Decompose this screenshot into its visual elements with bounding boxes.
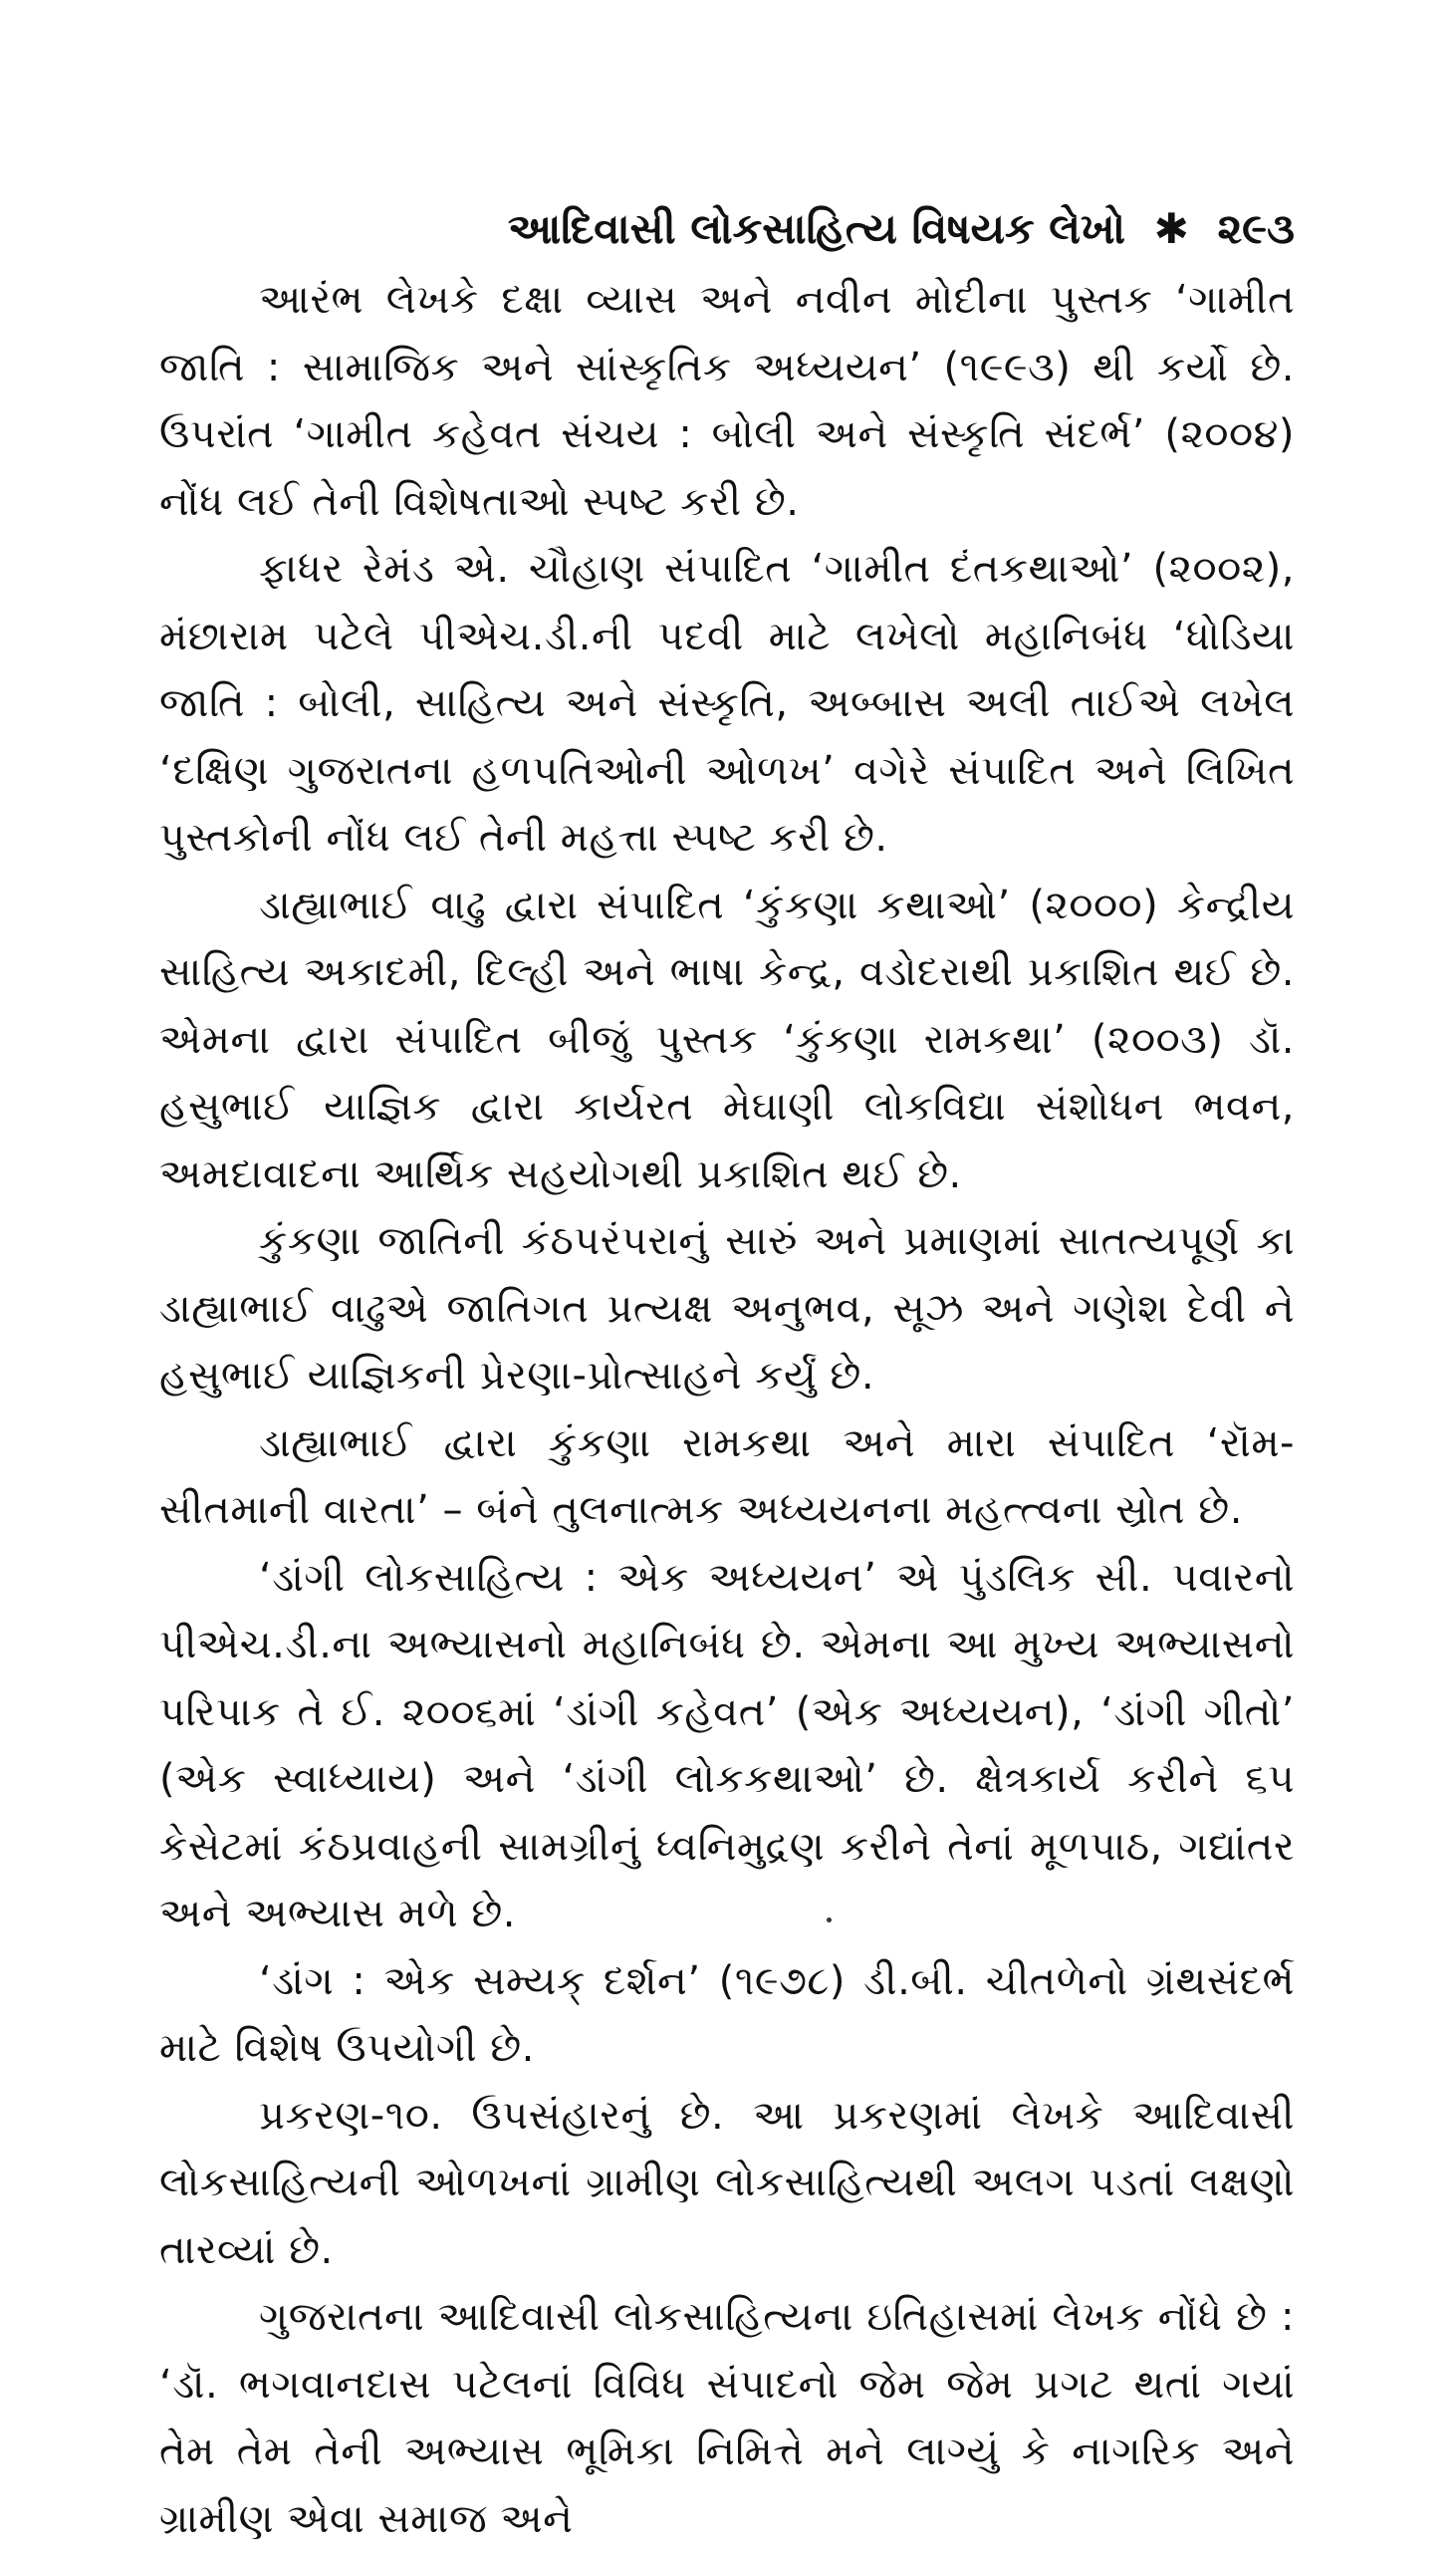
paragraph: કુંકણા જાતિની કંઠપરંપરાનું સારું અને પ્રમાણમાં સાતત્યપૂર્ણ કા ડાહ્યાભાઈ વાઢુએ જાતિગત પ્રત્યક્ષ અનુભવ, સૂઝ અને ગણેશ દેવી ને હસુભાઈ યાજ્ઞિકની પ્રેરણા-પ્રોત્સાહને કર્યું છે. <box>159 1218 1295 1399</box>
paragraph: ‘ડાંગ : એક સમ્યક્ દર્શન’ (૧૯૭૮) ડી.બી. ચીતળેનો ગ્રંથસંદર્ભ માટે વિશેષ ઉપયોગી છે. <box>159 1957 1295 2071</box>
paragraph: ગુજરાતના આદિવાસી લોકસાહિત્યના ઇતિહાસમાં લેખક નોંધે છે : ‘ડૉ. ભગવાનદાસ પટેલનાં વિવિધ સંપાદનો જેમ જેમ પ્રગટ થતાં ગયાં તેમ તેમ તેની અભ્યાસ ભૂમિકા નિમિત્તે મને લાગ્યું કે નાગરિક અને ગ્રામીણ એવા સમાજ અને <box>159 2294 1295 2542</box>
paragraph: ‘ડાંગી લોકસાહિત્ય : એક અધ્યયન’ એ પુંડલિક સી. પવારનો પીએચ.ડી.ના અભ્યાસનો મહાનિબંધ છે. એમના આ મુખ્ય અભ્યાસનો પરિપાક તે ઈ. ૨૦૦૬માં ‘ડાંગી કહેવત’ (એક અધ્યયન), ‘ડાંગી ગીતો’ (એક સ્વાધ્યાય) અને ‘ડાંગી લોકકથાઓ’ છે. ક્ષેત્રકાર્ય કરીને ૬૫ કેસેટમાં કંઠપ્રવાહની સામગ્રીનું ધ્વનિમુદ્રણ કરીને તેનાં મૂળપાઠ, ગદ્યાંતર અને અભ્યાસ મળે છે. <box>159 1554 1295 1936</box>
paragraph: ડાહ્યાભાઈ દ્વારા કુંકણા રામકથા અને મારા સંપાદિત ‘રૉમ-સીતમાની વારતા’ – બંને તુલનાત્મક અધ્યયનના મહત્ત્વના સ્રોત છે. <box>159 1419 1295 1533</box>
paragraph: પ્રકરણ-૧૦. ઉપસંહારનું છે. આ પ્રકરણમાં લેખકે આદિવાસી લોકસાહિત્યની ઓળખનાં ગ્રામીણ લોકસાહિત્યથી અલગ પડતાં લક્ષણો તારવ્યાં છે. <box>159 2092 1295 2273</box>
paragraph: ડાહ્યાભાઈ વાઢુ દ્વારા સંપાદિત ‘કુંકણા કથાઓ’ (૨૦૦૦) કેન્દ્રીય સાહિત્ય અકાદમી, દિલ્હી અને ભાષા કેન્દ્ર, વડોદરાથી પ્રકાશિત થઈ છે. એમના દ્વારા સંપાદિત બીજું પુસ્તક ‘કુંકણા રામકથા’ (૨૦૦૩) ડૉ. હસુભાઈ યાજ્ઞિક દ્વારા કાર્યરત મેઘાણી લોકવિદ્યા સંશોધન ભવન, અમદાવાદના આર્થિક સહયોગથી પ્રકાશિત થઈ છે. <box>159 882 1295 1197</box>
paragraph: ફાધર રેમંડ એ. ચૌહાણ સંપાદિત ‘ગામીત દંતકથાઓ’ (૨૦૦૨), મંછારામ પટેલે પીએચ.ડી.ની પદવી માટે લખેલો મહાનિબંધ ‘ધોડિયા જાતિ : બોલી, સાહિત્ય અને સંસ્કૃતિ, અબ્બાસ અલી તાઈએ લખેલ ‘દક્ષિણ ગુજરાતના હળપતિઓની ઓળખ’ વગેરે સંપાદિત અને લિખિત પુસ્તકોની નોંધ લઈ તેની મહત્તા સ્પષ્ટ કરી છે. <box>159 546 1295 861</box>
asterisk-icon: ✱ <box>1153 204 1189 253</box>
body-text <box>159 267 1295 2553</box>
paragraph: આરંભ લેખકે દક્ષા વ્યાસ અને નવીન મોદીના પુસ્તક ‘ગામીત જાતિ : સામાજિક અને સાંસ્કૃતિક અધ્યયન’ (૧૯૯૩) થી કર્યો છે. ઉપરાંત ‘ગામીત કહેવત સંચય : બોલી અને સંસ્કૃતિ સંદર્ભ’ (૨૦૦૪) નોંધ લઈ તેની વિશેષતાઓ સ્પષ્ટ કરી છે. <box>159 277 1295 525</box>
page-number: ૨૯૩ <box>1217 204 1295 253</box>
running-header <box>159 199 1295 259</box>
header-title: આદિવાસી લોકસાહિત્ય વિષયક લેખો <box>507 204 1126 253</box>
print-speck <box>827 1917 832 1922</box>
